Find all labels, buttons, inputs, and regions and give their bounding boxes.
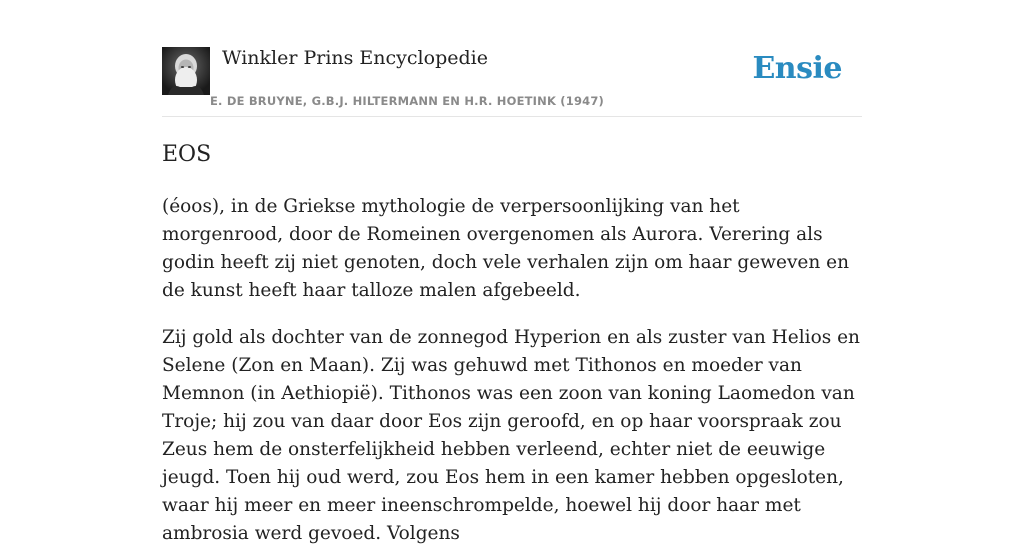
article-title: EOS [162, 142, 212, 167]
ensie-logo[interactable]: Ensie [752, 51, 842, 86]
author-portrait-icon [162, 47, 210, 95]
article-paragraph: (éoos), in de Griekse mythologie de verpersoonlijking van het morgenrood, door de Romeinen overgenomen als Aurora. Verering als godin heeft zij niet genoten, doch vele verhalen zijn om haar geweven en de kunst heeft haar talloze malen afgebeeld. [162, 196, 850, 301]
authors-line: E. DE BRUYNE, G.B.J. HILTERMANN EN H.R. HOETINK (1947) [210, 94, 605, 108]
article-paragraph: Zij gold als dochter van de zonnegod Hyperion en als zuster van Helios en Selene (Zon en Maan). Zij was gehuwd met Tithonos en moeder van Memnon (in Aethiopië). Tithonos was een zoon van koning Laomedon van Troje; hij zou van daar door Eos zijn geroofd, en op haar voorspraak zou Zeus hem de onsterfelijkheid hebben verleend, echter niet de eeuwige jeugd. Toen hij oud werd, zou Eos hem in een kamer hebben opgesloten, waar hij meer en meer ineenschrompelde, hoewel hij door haar met ambrosia werd gevoed. Volgens [162, 327, 860, 544]
article [162, 140, 862, 548]
header [162, 46, 862, 117]
avatar [162, 47, 210, 95]
site-title[interactable]: Winkler Prins Encyclopedie [222, 47, 488, 69]
